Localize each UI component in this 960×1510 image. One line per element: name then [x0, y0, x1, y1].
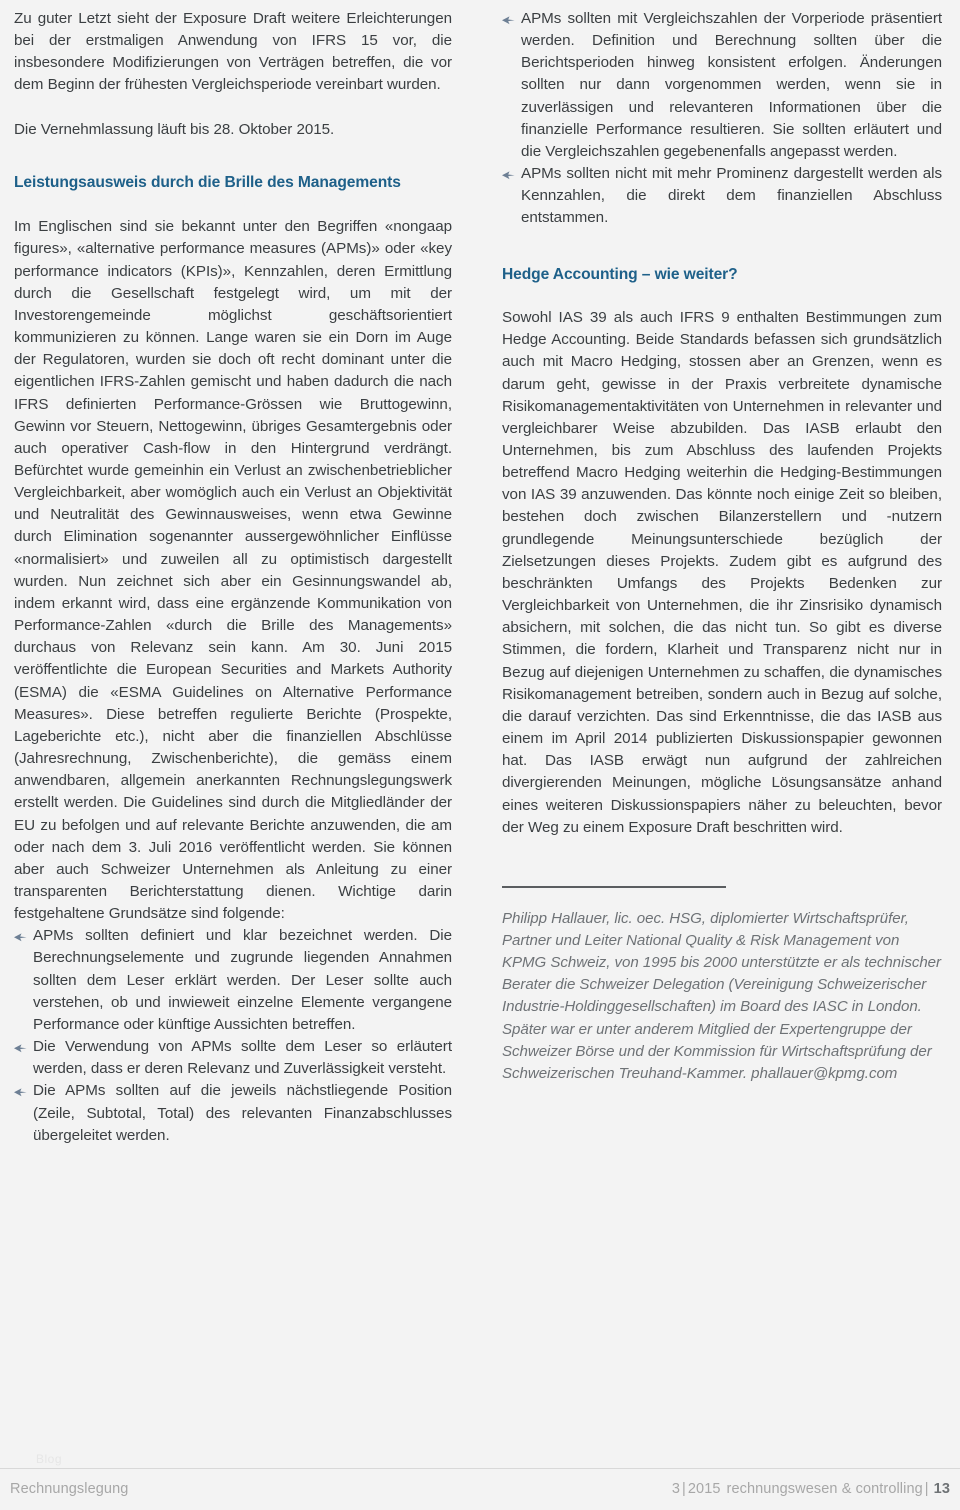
list-item-text: APMs sollten mit Vergleichszahlen der Vorperiode präsentiert werden. Definition und Berechnung sollten über die Berichtsperioden hinweg konsistent erfolgen. Änderungen sollten nur dann vorgenommen werden, wenn sie in zuverlässigen und relevanteren Informationen über die finanzielle Performance resultieren. Sie sollten erläutert und die Vergleichszahlen gegebenenfalls angepasst werden. [521, 10, 942, 160]
footer-section-label: Rechnungslegung [10, 1481, 129, 1497]
footer-publication-name: rechnungswesen & controlling [726, 1481, 923, 1497]
deadline-paragraph: Die Vernehmlassung läuft bis 28. Oktober 2015. [14, 120, 335, 138]
list-item [14, 925, 452, 1036]
footer-page-number: 13 [933, 1481, 950, 1497]
heading-block-leistungsausweis [14, 172, 452, 195]
main-paragraph-right: Sowohl IAS 39 als auch IFRS 9 enthalten Bestimmungen zum Hedge Accounting. Beide Standards befassen sich grundsätzlich auch mit Macro Hedging, stossen aber an Grenzen, wenn es darum geht, gewisse in der Praxis verbreitete dynamische Risikomanagementaktivitäten von Unternehmen in relevanter und vergleichbarer Weise abzubilden. Das IASB erlaubt den Unternehmen, bis zum Abschluss des laufenden Projekts betreffend Macro Hedging weiterhin die Hedging-Bestimmungen von IAS 39 anzuwenden. Das könnte noch einige Zeit so bleiben, bestehen doch zwischen Bilanzerstellern und -nutzern grundlegende Meinungsunterschiede bezüglich der Zielsetzungen dieses Projekts. Zudem gibt es aufgrund des beschränkten Umfangs des Projekts Bedenken zur Vergleichbarkeit von Unternehmen, die ihr Zinsrisiko dynamisch absichern, mit solchen, die das nicht tun. So gibt es diverse Stimmen, die fordern, Klarheit und Transparenz nicht nur in Bezug auf diejenigen Unternehmen zu schaffen, die dynamisches Risikomanagement betreiben, sondern auch in Bezug auf solche, die darauf verzichten. Das sind Erkenntnisse, die das IASB aus einem im April 2014 publizierten Diskussionspapier gewonnen hat. Das IASB erwägt nun aufgrund der zahlreichen divergierenden Meinungen, mögliche Lösungsansätze anhand eines weiteren Diskussionspapiers näher zu beleuchten, bevor der Weg zu einem Exposure Draft beschritten wird. [502, 309, 942, 836]
apm-principles-list [14, 925, 452, 1147]
page-footer [0, 1468, 960, 1510]
section-heading-leistungsausweis: Leistungsausweis durch die Brille des Managements [14, 173, 401, 191]
arrow-bullet-icon [14, 926, 27, 942]
left-column [0, 0, 480, 1465]
heading-block-hedge-accounting [502, 264, 942, 287]
intro-paragraph: Zu guter Letzt sieht der Exposure Draft weitere Erleichterungen bei der erstmaligen Anwendung von IFRS 15 vor, die insbesondere Modifizierungen von Verträgen betreffen, die vor dem Beginn der frühesten Vergleichsperiode vereinbart wurden. [14, 10, 452, 94]
footer-year: 2015 [687, 1481, 721, 1497]
blog-watermark: Blog [36, 1452, 63, 1466]
list-item [14, 1036, 452, 1080]
right-column [480, 0, 960, 1465]
list-item-text: Die Verwendung von APMs sollte dem Leser so erläutert werden, dass er deren Relevanz und Zuverlässigkeit versteht. [33, 1038, 452, 1078]
footer-publication-info [672, 1481, 950, 1497]
list-item [502, 8, 942, 163]
author-bio-text: Philipp Hallauer, lic. oec. HSG, diplomierter Wirtschaftsprüfer, Partner und Leiter National Quality & Risk Management von KPMG Schweiz, von 1995 bis 2000 unterstützte er als technischer Berater die Schweizer Delegation (Vereinigung Schweizerischer Industrie-Holdinggesellschaften) im Board des IASC in London. Später war er unter anderem Mitglied der Expertengruppe der Schweizer Börse und der Kommission für Wirtschaftsprüfung der Schweizerischen Treuhand-Kammer. phallauer@kpmg.com [502, 909, 941, 1082]
list-item [14, 1080, 452, 1146]
list-item-text: APMs sollten definiert und klar bezeichnet werden. Die Berechnungselemente und zugrunde liegenden Annahmen sollten dem Leser erklärt werden. Der Leser sollte auch verstehen, ob und inwieweit einzelne Elemente vergangene Performance oder künftige Aussichten betreffen. [33, 927, 452, 1033]
apm-principles-list-continued [502, 8, 942, 230]
author-bio-block [502, 886, 942, 1085]
arrow-bullet-icon [502, 9, 515, 25]
arrow-bullet-icon [502, 164, 515, 180]
arrow-bullet-icon [14, 1081, 27, 1097]
main-paragraph-left: Im Englischen sind sie bekannt unter den Begriffen «nongaap figures», «alternative performance measures (APMs)» oder «key performance indicators (KPIs)», Kennzahlen, deren Ermittlung durch die Gesellschaft festgelegt wird, um mit der Investorengemeinde möglichst geschäftsorientiert kommunizieren zu können. Lange waren sie ein Dorn im Auge der Regulatoren, wurden sie doch oft recht dominant unter die eigentlichen IFRS-Zahlen gemischt und haben dadurch die nach IFRS definierten Performance-Grössen wie Bruttogewinn, Gewinn vor Steuern, Nettogewinn, übriges Gesamtergebnis oder auch operativer Cash-flow in den Hintergrund verdrängt. Befürchtet wurde gemeinhin ein Verlust an zwischenbetrieblicher Vergleichbarkeit, aber womöglich auch ein Verlust an Objektivität und Neutralität des Gewinnausweises, wenn etwa Gewinne durch Elimination sogenannter aussergewöhnlicher Einflüsse «normalisiert» und zuweilen all zu optimistisch dargestellt wurden. Nun zeichnet sich aber ein Gesinnungswandel ab, indem erkannt wird, dass eine ergänzende Kommunikation von Performance-Zahlen «durch die Brille des Managements» durchaus von Relevanz sein kann. Am 30. Juni 2015 veröffentlichte die European Securities and Markets Authority (ESMA) die «ESMA Guidelines on Alternative Performance Measures». Diese betreffen regulierte Berichte (Prospekte, Lageberichte etc.), nicht aber die finanziellen Abschlüsse (Jahresrechnung, Zwischenberichte), die gemäss einem anwendbaren, allgemein anerkannten Rechnungslegungswerk erstellt werden. Die Guidelines sind durch die Mitgliedländer der EU zu befolgen und auf relevante Berichte anzuwenden, die am oder nach dem 3. Juli 2016 veröffentlicht werden. Sie können aber auch Schweizer Unternehmen als Anleitung zu einer transparenten Berichterstattung dienen. Wichtige darin festgehaltene Grundsätze sind folgende: [14, 218, 452, 923]
footer-issue-number: 3 [671, 1481, 680, 1497]
bio-divider [502, 886, 726, 888]
list-item-text: APMs sollten nicht mit mehr Prominenz dargestellt werden als Kennzahlen, die direkt dem finanziellen Abschluss entstammen. [521, 165, 942, 227]
arrow-bullet-icon [14, 1037, 27, 1053]
section-heading-hedge-accounting: Hedge Accounting – wie weiter? [502, 265, 738, 283]
footer-separator-1: | [681, 1481, 686, 1497]
footer-separator-2: | [924, 1481, 929, 1497]
list-item [502, 163, 942, 229]
list-item-text: Die APMs sollten auf die jeweils nächstliegende Position (Zeile, Subtotal, Total) des relevanten Finanzabschlusses übergeleitet werden. [33, 1082, 452, 1144]
